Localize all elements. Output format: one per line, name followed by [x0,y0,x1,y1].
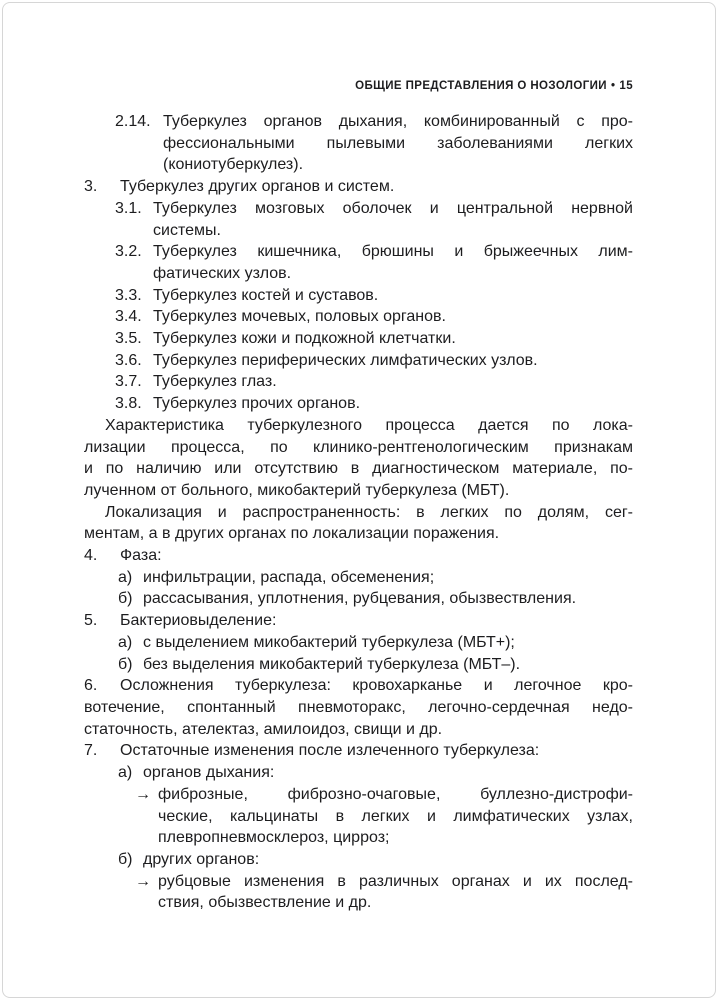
text-line: Туберкулез других органов и систем. [120,178,395,196]
text-line: плевропневмосклероз, цирроз; [158,829,390,847]
text-line: Туберкулез прочих органов. [153,395,361,413]
text-line: 7. Остаточные изменения после излеченного туберкулеза: [84,740,633,762]
item-marker: а) [118,633,133,651]
text-block-sub [84,393,633,415]
text-block-sub [84,285,633,307]
text-line: Туберкулез мочевых, половых органов. [153,308,446,326]
item-marker: а) [118,764,133,782]
text-line: ческие, кальцинаты в легких и лимфатических узлах, [158,807,633,825]
text-line: с выделением микобактерий туберкулеза (МБТ+); [143,633,515,651]
text-line: Туберкулез глаз. [153,373,277,391]
text-line: Туберкулез кожи и подкожной клетчатки. [153,330,456,348]
text-block-alpha [84,849,633,871]
running-header [355,80,633,92]
item-marker: 3.7. [115,373,142,391]
text-block-top [84,545,633,567]
item-marker: 6. [84,677,98,695]
text-block-sub [84,328,633,350]
text-line: фиброзные, фиброзно-очаговые, буллезно-дистрофи- [158,785,633,803]
text-line: Бактериовыделение: [120,612,277,630]
text-line: (кониотуберкулез). [163,156,304,174]
header-separator-dot: • [610,80,616,92]
running-header-title: ОБЩИЕ ПРЕДСТАВЛЕНИЯ О НОЗОЛОГИИ [355,80,607,92]
text-block-numpara [84,740,633,762]
text-line: Туберкулез мозговых оболочек и центральной нервной [153,199,633,217]
text-block-sub [84,371,633,393]
text-line: рассасывания, уплотнения, рубцевания, обызвествления. [143,590,577,608]
text-line: лизации процесса, по клинико-рентгенологическим признакам [84,438,633,456]
text-block-sub [84,241,633,284]
text-line: статочность, ателектаз, амилоидоз, свищи и др. [84,720,443,738]
text-block-sub [84,306,633,328]
text-line: без выделения микобактерий туберкулеза (МБТ–). [143,655,521,673]
text-line: лученном от больного, микобактерий туберкулеза (МБТ). [84,481,510,499]
text-block-top [84,610,633,632]
text-line: Фаза: [120,547,162,565]
text-block-alpha [84,762,633,784]
text-line: фатических узлов. [153,264,292,282]
text-line: ментам, а в других органах по локализации поражения. [84,525,500,543]
item-marker: 3.6. [115,351,142,369]
text-line: Туберкулез органов дыхания, комбинированный с про- [163,113,633,130]
page-body [84,111,633,914]
text-line: и по наличию или отсутствию в диагностическом материале, по- [84,460,633,478]
text-block-deep [84,111,633,176]
item-marker: а) [118,568,133,586]
text-line: Локализация и распространенность: в легких по долям, сег- [105,503,633,521]
text-block-alpha [84,632,633,654]
text-line: 6. Осложнения туберкулеза: кровохарканье и легочное кро- [84,675,633,697]
item-marker: 3.1. [115,199,142,217]
text-block-alpha [84,588,633,610]
page-number: 15 [619,80,633,92]
item-marker: 3.4. [115,308,142,326]
item-marker: 2.14. [115,113,151,130]
item-marker: 3.3. [115,286,142,304]
item-marker: б) [118,590,133,608]
text-line: Туберкулез костей и суставов. [153,286,379,304]
text-line: фессиональными пылевыми заболеваниями легких [163,134,633,152]
text-block-para [84,415,633,502]
text-block-para [84,502,633,545]
text-block-top [84,176,633,198]
text-line: Характеристика туберкулезного процесса дается по лока- [105,416,633,434]
arrow-icon: → [135,785,151,803]
text-line: ствия, обызвествление и др. [158,894,372,912]
item-marker: 7. [84,742,98,760]
text-line: вотечение, спонтанный пневмоторакс, легочно-сердечная недо- [84,698,633,716]
item-marker: б) [118,850,133,868]
item-marker: 3.5. [115,330,142,348]
item-marker: б) [118,655,133,673]
text-line: системы. [153,221,221,239]
text-block-alpha [84,654,633,676]
text-block-numpara [84,675,633,740]
text-block-alpha [84,567,633,589]
text-line: рубцовые изменения в различных органах и их послед- [158,872,633,890]
text-line: Туберкулез периферических лимфатических узлов. [153,351,538,369]
arrow-icon: → [135,872,151,890]
text-line: инфильтрации, распада, обсеменения; [143,568,435,586]
text-line: Туберкулез кишечника, брюшины и брыжеечных лим- [153,243,633,261]
text-block-sub [84,198,633,241]
text-block-arrow [84,784,633,849]
item-marker: 3.2. [115,243,142,261]
item-marker: 3. [84,178,98,196]
item-marker: 4. [84,547,98,565]
text-block-arrow [84,871,633,914]
text-line: других органов: [143,850,260,868]
text-block-sub [84,350,633,372]
item-marker: 5. [84,612,98,630]
item-marker: 3.8. [115,395,142,413]
text-line: органов дыхания: [143,764,275,782]
